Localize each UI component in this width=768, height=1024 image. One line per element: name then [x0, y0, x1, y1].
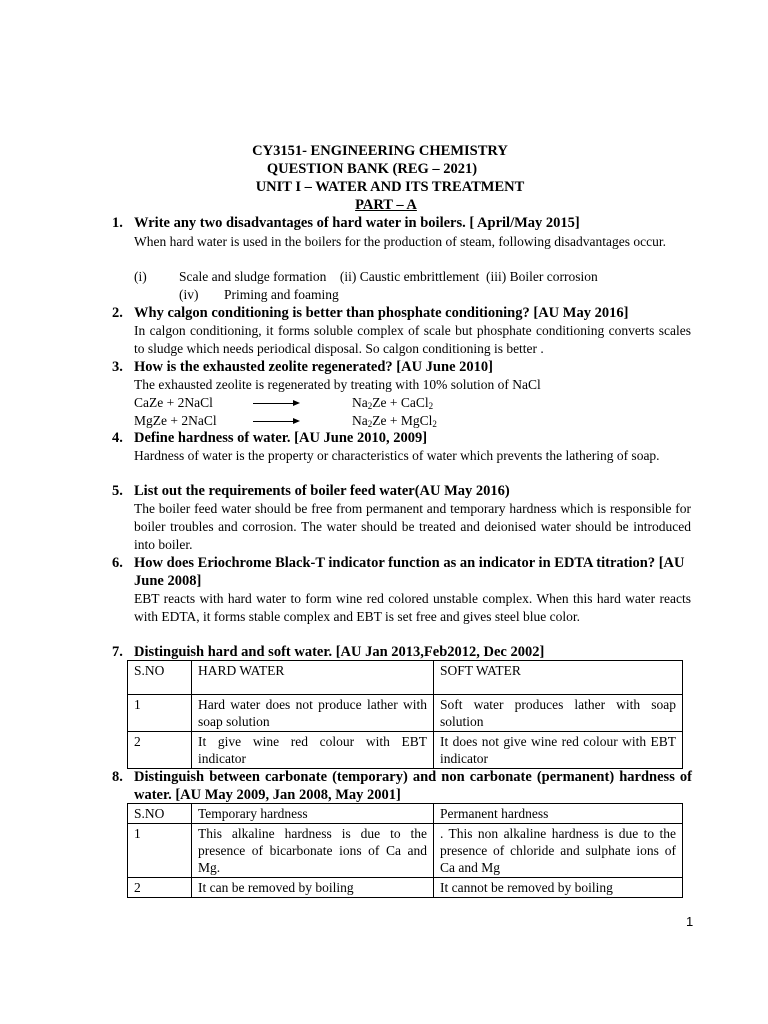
table-header-cell: S.NO	[128, 661, 192, 695]
table-header-cell: S.NO	[128, 804, 192, 824]
table-header-cell: SOFT WATER	[434, 661, 683, 695]
table-cell: Soft water produces lather with soap solution	[434, 695, 683, 732]
answer-4: Hardness of water is the property or characteristics of water which prevents the lathering of soap.	[134, 448, 660, 463]
list-text-i: Scale and sludge formation (ii) Caustic embrittlement (iii) Boiler corrosion	[179, 269, 598, 284]
table-header-row	[128, 661, 683, 695]
question-text: Why calgon conditioning is better than phosphate conditioning? [AU May 2016]	[134, 305, 629, 321]
temporary-permanent-hardness-table	[127, 803, 683, 898]
table-cell: It cannot be removed by boiling	[434, 878, 683, 898]
page-number: 1	[686, 914, 694, 929]
question-6	[112, 554, 692, 590]
question-number: 2.	[112, 305, 123, 321]
question-1	[112, 214, 692, 232]
unit-title: UNIT I – WATER AND ITS TREATMENT	[255, 179, 525, 195]
table-cell: 1	[128, 824, 192, 878]
question-number: 1.	[112, 215, 123, 231]
question-number: 3.	[112, 359, 123, 375]
question-text: Define hardness of water. [AU June 2010, 2009]	[134, 430, 428, 446]
answer-5: The boiler feed water should be free from permanent and temporary hardness which is responsible for boiler troubles and corrosion. The water should be treated and deionised water should be introduced into boiler.	[134, 501, 691, 552]
table-row	[128, 695, 683, 732]
question-8	[112, 768, 692, 804]
table-cell: This alkaline hardness is due to the presence of bicarbonate ions of Ca and Mg.	[192, 824, 434, 878]
table-cell: Hard water does not produce lather with soap solution	[192, 695, 434, 732]
equation-2-right: $Na_2Ze$ + MgCl$_2$	[352, 413, 437, 429]
table-cell: It give wine red colour with EBT indicator	[192, 732, 434, 769]
reaction-arrow-icon	[253, 421, 298, 422]
question-7	[112, 643, 692, 661]
reaction-arrow-icon	[253, 403, 298, 404]
equation-2-left: MgZe + 2NaCl	[134, 413, 217, 428]
question-number: 5.	[112, 483, 123, 499]
answer-2: In calgon conditioning, it forms soluble complex of scale but phosphate conditioning converts scales to sludge which needs periodical disposal. So calgon conditioning is better .	[134, 323, 691, 356]
question-bank-title: QUESTION BANK (REG – 2021)	[266, 161, 478, 177]
table-header-cell: HARD WATER	[192, 661, 434, 695]
table-header-cell: Temporary hardness	[192, 804, 434, 824]
equation-1-left: CaZe + 2NaCl	[134, 395, 213, 410]
question-number: 8.	[112, 769, 123, 785]
question-text: How is the exhausted zeolite regenerated? [AU June 2010]	[134, 359, 493, 375]
question-number: 6.	[112, 555, 123, 571]
question-text: How does Eriochrome Black-T indicator function as an indicator in EDTA titration? [AU June 2008]	[134, 555, 685, 589]
question-text: List out the requirements of boiler feed water(AU May 2016)	[134, 483, 510, 499]
table-cell: It can be removed by boiling	[192, 878, 434, 898]
part-title: PART – A	[355, 197, 417, 213]
question-text: Distinguish hard and soft water. [AU Jan 2013,Feb2012, Dec 2002]	[134, 644, 545, 660]
table-row	[128, 878, 683, 898]
answer-1: When hard water is used in the boilers for the production of steam, following disadvantages occur.	[134, 234, 666, 249]
table-cell: It does not give wine red colour with EBT indicator	[434, 732, 683, 769]
question-number: 4.	[112, 430, 123, 446]
list-label-iv: (iv)	[179, 287, 199, 302]
question-text: Distinguish between carbonate (temporary) and non carbonate (permanent) hardness of water. [AU May 2009, Jan 2008, May 2001]	[134, 769, 692, 803]
hard-soft-water-table	[127, 660, 683, 769]
table-header-cell: Permanent hardness	[434, 804, 683, 824]
table-row	[128, 732, 683, 769]
table-row	[128, 824, 683, 878]
answer-3: The exhausted zeolite is regenerated by treating with 10% solution of NaCl	[134, 377, 541, 392]
question-4	[112, 429, 692, 447]
answer-6: EBT reacts with hard water to form wine red colored unstable complex. When this hard water reacts with EDTA, it forms stable complex and EBT is set free and gives steel blue color.	[134, 591, 691, 624]
question-2	[112, 304, 692, 322]
list-label-i: (i)	[134, 269, 147, 284]
equation-1-right: $Na_2Ze$ + CaCl$_2$	[352, 395, 434, 411]
table-cell: 2	[128, 878, 192, 898]
question-5	[112, 482, 692, 500]
course-title: CY3151- ENGINEERING CHEMISTRY	[252, 143, 508, 159]
table-header-row	[128, 804, 683, 824]
list-text-iv: Priming and foaming	[224, 287, 339, 302]
question-number: 7.	[112, 644, 123, 660]
table-cell: 1	[128, 695, 192, 732]
table-cell: 2	[128, 732, 192, 769]
question-3	[112, 358, 692, 376]
table-cell: . This non alkaline hardness is due to the presence of chloride and sulphate ions of Ca and Mg	[434, 824, 683, 878]
question-text: Write any two disadvantages of hard water in boilers. [ April/May 2015]	[134, 215, 580, 231]
